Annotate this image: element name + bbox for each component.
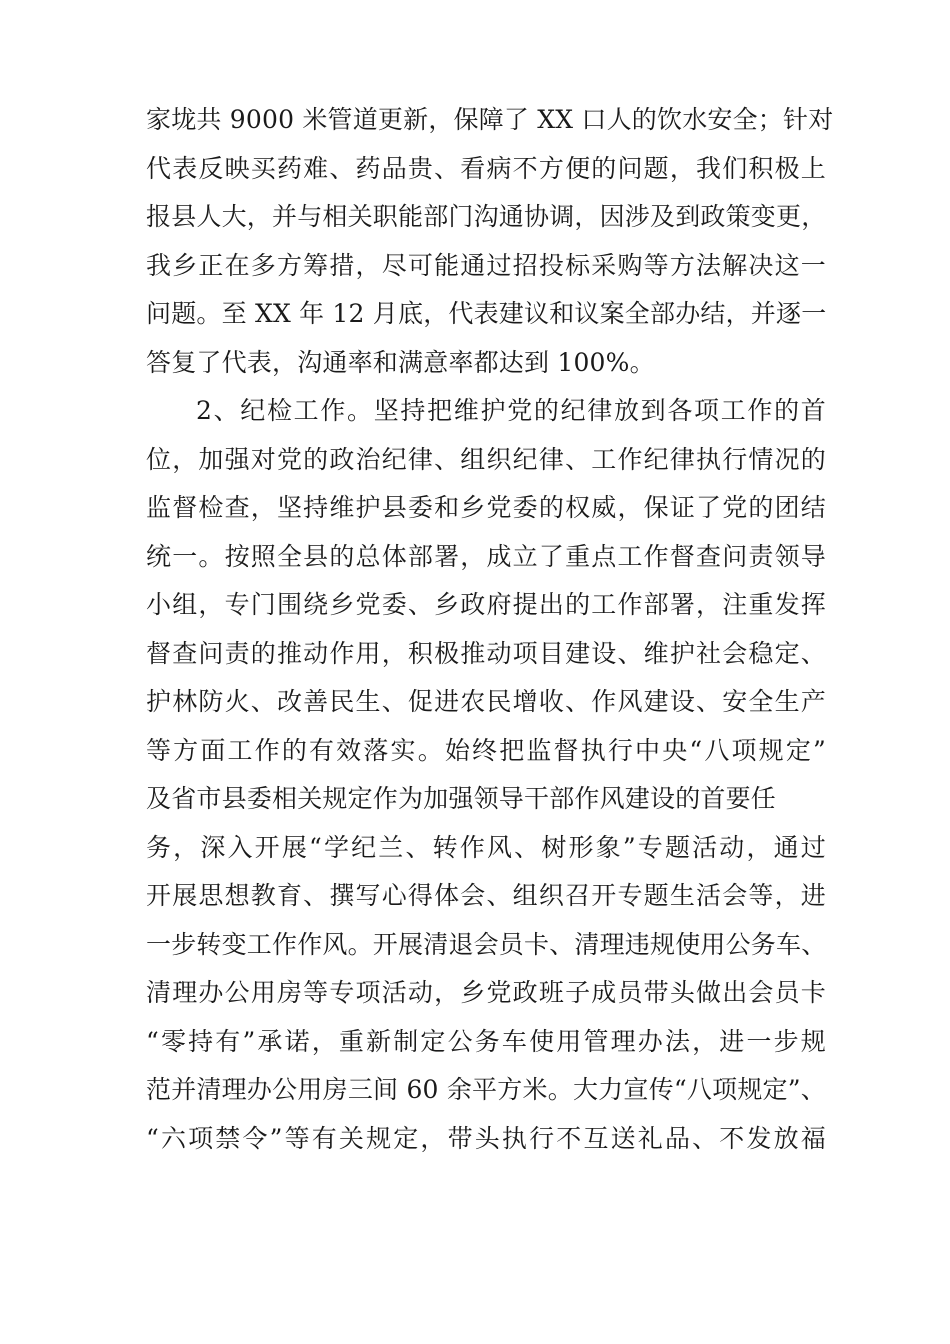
text-line: 务，深入开展“学纪兰、转作风、树形象”专题活动，通过 xyxy=(146,832,826,862)
text-line: 小组，专门围绕乡党委、乡政府提出的工作部署，注重发挥 xyxy=(146,590,826,619)
body-text xyxy=(146,96,834,1163)
text-line: 范并清理办公用房三间 60 余平方米。大力宣传“八项规定”、 xyxy=(146,1075,826,1104)
text-line: 监督检查，坚持维护县委和乡党委的权威，保证了党的团结 xyxy=(146,493,826,522)
text-line: 及省市县委相关规定作为加强领导干部作风建设的首要任 xyxy=(146,784,777,813)
text-line: 等方面工作的有效落实。始终把监督执行中央“八项规定” xyxy=(146,735,826,765)
text-line: 清理办公用房等专项活动，乡党政班子成员带头做出会员卡 xyxy=(146,978,826,1007)
text-line: 开展思想教育、撰写心得体会、组织召开专题生活会等，进 xyxy=(146,881,826,910)
text-line: “六项禁令”等有关规定，带头执行不互送礼品、不发放福 xyxy=(146,1123,826,1153)
text-line: 护林防火、改善民生、促进农民增收、作风建设、安全生产 xyxy=(146,687,826,716)
text-line: 一步转变工作作风。开展清退会员卡、清理违规使用公务车、 xyxy=(146,929,827,959)
text-line: 我乡正在多方筹措，尽可能通过招投标采购等方法解决这一 xyxy=(146,250,826,280)
text-line: 答复了代表，沟通率和满意率都达到 100%。 xyxy=(146,347,655,377)
text-line: 位，加强对党的政治纪律、组织纪律、工作纪律执行情况的 xyxy=(146,444,826,474)
text-line: 代表反映买药难、药品贵、看病不方便的问题，我们积极上 xyxy=(146,153,826,183)
text-line: 报县人大，并与相关职能部门沟通协调，因涉及到政策变更， xyxy=(146,202,827,231)
text-line: 问题。至 XX 年 12 月底，代表建议和议案全部办结，并逐一 xyxy=(146,299,827,328)
text-line: 家垅共 9000 米管道更新，保障了 XX 口人的饮水安全；针对 xyxy=(146,105,834,134)
text-line: “零持有”承诺，重新制定公务车使用管理办法，进一步规 xyxy=(146,1026,826,1056)
paragraph-first-line: 2、纪检工作。坚持把维护党的纪律放到各项工作的首 xyxy=(196,396,826,425)
text-line: 统一。按照全县的总体部署，成立了重点工作督查问责领导 xyxy=(146,541,826,571)
text-line: 督查问责的推动作用，积极推动项目建设、维护社会稳定、 xyxy=(146,638,826,668)
